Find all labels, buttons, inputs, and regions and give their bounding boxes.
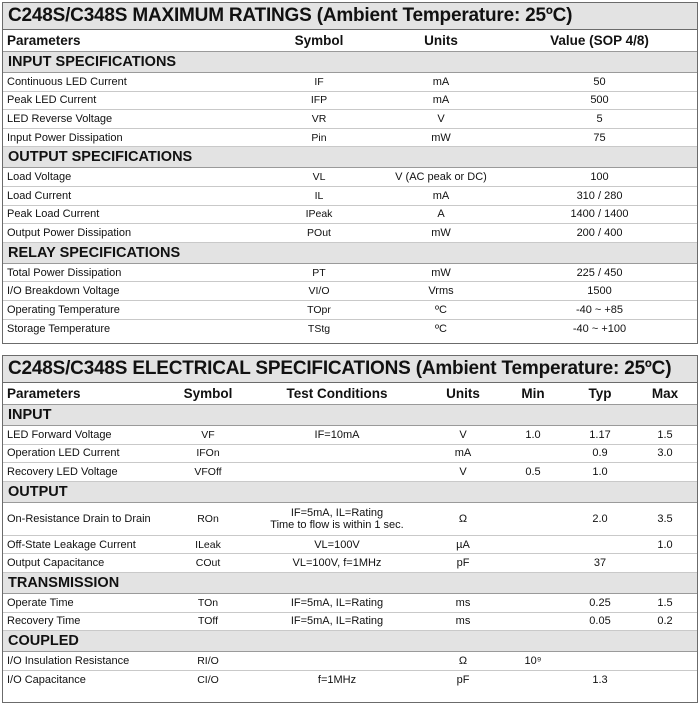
table-row [3, 92, 697, 111]
electrical-header-row [3, 383, 697, 405]
min-cell: 0.5 [525, 465, 541, 478]
section-relay-specifications: RELAY SPECIFICATIONS [3, 243, 697, 264]
parameter-cell: Storage Temperature [7, 322, 111, 335]
units-cell: V [380, 113, 501, 125]
header-test-conditions: Test Conditions [286, 386, 388, 401]
test-conditions-cell: IF=5mA, IL=Rating [290, 615, 384, 628]
maximum-ratings-table [2, 2, 698, 344]
header-typ: Typ [588, 386, 612, 401]
table-row [3, 224, 697, 243]
test-conditions-cell: IF=5mA, IL=Rating Time to flow is within 1 sec. [270, 506, 404, 531]
parameter-cell: Load Current [7, 189, 72, 202]
maximum-ratings-title-text: C248S/C348S MAXIMUM RATINGS [8, 5, 312, 26]
section-output: OUTPUT [3, 482, 697, 503]
electrical-specifications-title-text: C248S/C348S ELECTRICAL SPECIFICATIONS [8, 358, 411, 379]
units-cell: Ω [458, 512, 468, 525]
value-cell: 75 [501, 132, 697, 144]
value-cell: 1400 / 1400 [501, 208, 697, 220]
test-conditions-cell: IF=10mA [314, 428, 360, 441]
maximum-ratings-title [3, 3, 697, 30]
symbol-cell: RI/O [197, 654, 219, 667]
table-row [3, 301, 697, 320]
units-cell: mA [454, 447, 472, 460]
table-row [3, 110, 697, 129]
header-parameters: Parameters [7, 33, 81, 48]
parameter-cell: Input Power Dissipation [7, 131, 123, 144]
parameter-cell: I/O Capacitance [7, 674, 86, 687]
typ-cell: 0.05 [589, 615, 611, 628]
max-cell: 1.5 [657, 596, 673, 609]
section-transmission: TRANSMISSION [3, 573, 697, 594]
parameter-cell: Peak Load Current [7, 208, 100, 221]
max-cell: 3.0 [657, 447, 673, 460]
units-cell: V [459, 465, 467, 478]
parameter-cell: LED Forward Voltage [7, 428, 112, 441]
value-cell: -40 ~ +85 [501, 304, 697, 316]
symbol-cell: ROn [197, 512, 219, 525]
min-cell: 1.0 [525, 428, 541, 441]
value-cell: 310 / 280 [501, 190, 697, 202]
symbol-cell: VI/O [257, 285, 380, 297]
parameter-cell: Continuous LED Current [7, 75, 127, 88]
header-symbol: Symbol [257, 33, 380, 48]
units-cell: pF [456, 674, 470, 687]
value-cell: 100 [501, 171, 697, 183]
symbol-cell: VR [257, 113, 380, 125]
symbol-cell: IF [257, 76, 380, 88]
units-cell: V (AC peak or DC) [380, 171, 501, 183]
table-row [3, 73, 697, 92]
max-cell: 1.5 [657, 428, 673, 441]
units-cell: V [459, 428, 467, 441]
section-input: INPUT [3, 405, 697, 426]
units-cell: Ω [458, 654, 468, 667]
symbol-cell: IFOn [196, 447, 220, 460]
units-cell: A [380, 208, 501, 220]
typ-cell: 1.0 [592, 465, 608, 478]
units-cell: ºC [380, 304, 501, 316]
section-output-specifications: OUTPUT SPECIFICATIONS [3, 147, 697, 168]
header-max: Max [651, 386, 679, 401]
header-units: Units [446, 386, 480, 401]
max-cell: 3.5 [657, 512, 673, 525]
units-cell: µA [456, 538, 470, 551]
typ-cell: 0.9 [592, 447, 608, 460]
electrical-specifications-table [2, 355, 698, 703]
test-conditions-cell: VL=100V [314, 538, 360, 551]
table-row [3, 426, 697, 445]
header-value: Value (SOP 4/8) [501, 33, 697, 48]
test-conditions-cell: IF=5mA, IL=Rating [290, 596, 384, 609]
typ-cell: 1.3 [592, 674, 608, 687]
typ-cell: 2.0 [592, 512, 608, 525]
value-cell: 50 [501, 76, 697, 88]
parameter-cell: Operation LED Current [7, 447, 120, 460]
header-symbol: Symbol [183, 386, 233, 401]
symbol-cell: TOpr [257, 304, 380, 316]
header-units: Units [380, 33, 501, 48]
table-row [3, 129, 697, 148]
units-cell: pF [456, 557, 470, 570]
parameter-cell: Operating Temperature [7, 303, 120, 316]
table-row [3, 671, 697, 690]
max-cell: 1.0 [657, 538, 673, 551]
header-min: Min [521, 386, 545, 401]
table-row [3, 652, 697, 671]
value-cell: 5 [501, 113, 697, 125]
min-cell: 10⁹ [524, 654, 542, 667]
units-cell: mA [380, 76, 501, 88]
parameter-cell: Total Power Dissipation [7, 266, 122, 279]
symbol-cell: VFOff [194, 465, 222, 478]
value-cell: 225 / 450 [501, 267, 697, 279]
units-cell: mA [380, 190, 501, 202]
table-row [3, 594, 697, 613]
units-cell: Vrms [380, 285, 501, 297]
section-coupled: COUPLED [3, 631, 697, 652]
parameter-cell: Recovery LED Voltage [7, 465, 118, 478]
parameter-cell: Output Capacitance [7, 557, 105, 570]
maximum-ratings-header-row [3, 30, 697, 52]
units-cell: ms [455, 596, 471, 609]
parameter-cell: LED Reverse Voltage [7, 112, 113, 125]
symbol-cell: Pin [257, 132, 380, 144]
parameter-cell: Peak LED Current [7, 94, 97, 107]
units-cell: ms [455, 615, 471, 628]
symbol-cell: TStg [257, 323, 380, 335]
symbol-cell: TOff [197, 615, 219, 628]
symbol-cell: IFP [257, 94, 380, 106]
symbol-cell: IPeak [257, 208, 380, 220]
table-row [3, 554, 697, 573]
symbol-cell: CI/O [197, 674, 219, 687]
parameter-cell: On-Resistance Drain to Drain [7, 512, 151, 525]
header-parameters: Parameters [7, 386, 81, 401]
electrical-specifications-title [3, 356, 697, 383]
units-cell: mA [380, 94, 501, 106]
symbol-cell: VL [257, 171, 380, 183]
parameter-cell: Recovery Time [7, 615, 81, 628]
table-row [3, 463, 697, 482]
test-conditions-cell: VL=100V, f=1MHz [292, 557, 382, 570]
maximum-ratings-ambient: (Ambient Temperature: 25ºC) [316, 5, 573, 26]
value-cell: 500 [501, 94, 697, 106]
parameter-cell: I/O Breakdown Voltage [7, 285, 120, 298]
table-row [3, 187, 697, 206]
symbol-cell: POut [257, 227, 380, 239]
symbol-cell: PT [257, 267, 380, 279]
table-row [3, 536, 697, 555]
value-cell: 1500 [501, 285, 697, 297]
parameter-cell: Load Voltage [7, 171, 72, 184]
typ-cell: 0.25 [589, 596, 611, 609]
symbol-cell: COut [195, 557, 221, 570]
symbol-cell: VF [201, 428, 215, 441]
units-cell: mW [380, 132, 501, 144]
symbol-cell: TOn [197, 596, 219, 609]
units-cell: ºC [380, 323, 501, 335]
units-cell: mW [380, 267, 501, 279]
parameter-cell: I/O Insulation Resistance [7, 654, 130, 667]
symbol-cell: IL [257, 190, 380, 202]
parameter-cell: Operate Time [7, 596, 74, 609]
test-conditions-cell: f=1MHz [317, 674, 357, 687]
table-row [3, 264, 697, 283]
max-cell: 0.2 [657, 615, 673, 628]
electrical-specifications-ambient: (Ambient Temperature: 25ºC) [415, 358, 672, 379]
symbol-cell: ILeak [195, 538, 221, 551]
typ-cell: 37 [593, 557, 607, 570]
parameter-cell: Output Power Dissipation [7, 226, 132, 239]
table-row [3, 282, 697, 301]
table-row [3, 445, 697, 464]
table-row [3, 168, 697, 187]
table-row [3, 206, 697, 225]
section-input-specifications: INPUT SPECIFICATIONS [3, 52, 697, 73]
units-cell: mW [380, 227, 501, 239]
table-row [3, 503, 697, 536]
table-row [3, 613, 697, 632]
typ-cell: 1.17 [589, 428, 611, 441]
table-row [3, 320, 697, 339]
value-cell: -40 ~ +100 [501, 323, 697, 335]
parameter-cell: Off-State Leakage Current [7, 538, 136, 551]
value-cell: 200 / 400 [501, 227, 697, 239]
